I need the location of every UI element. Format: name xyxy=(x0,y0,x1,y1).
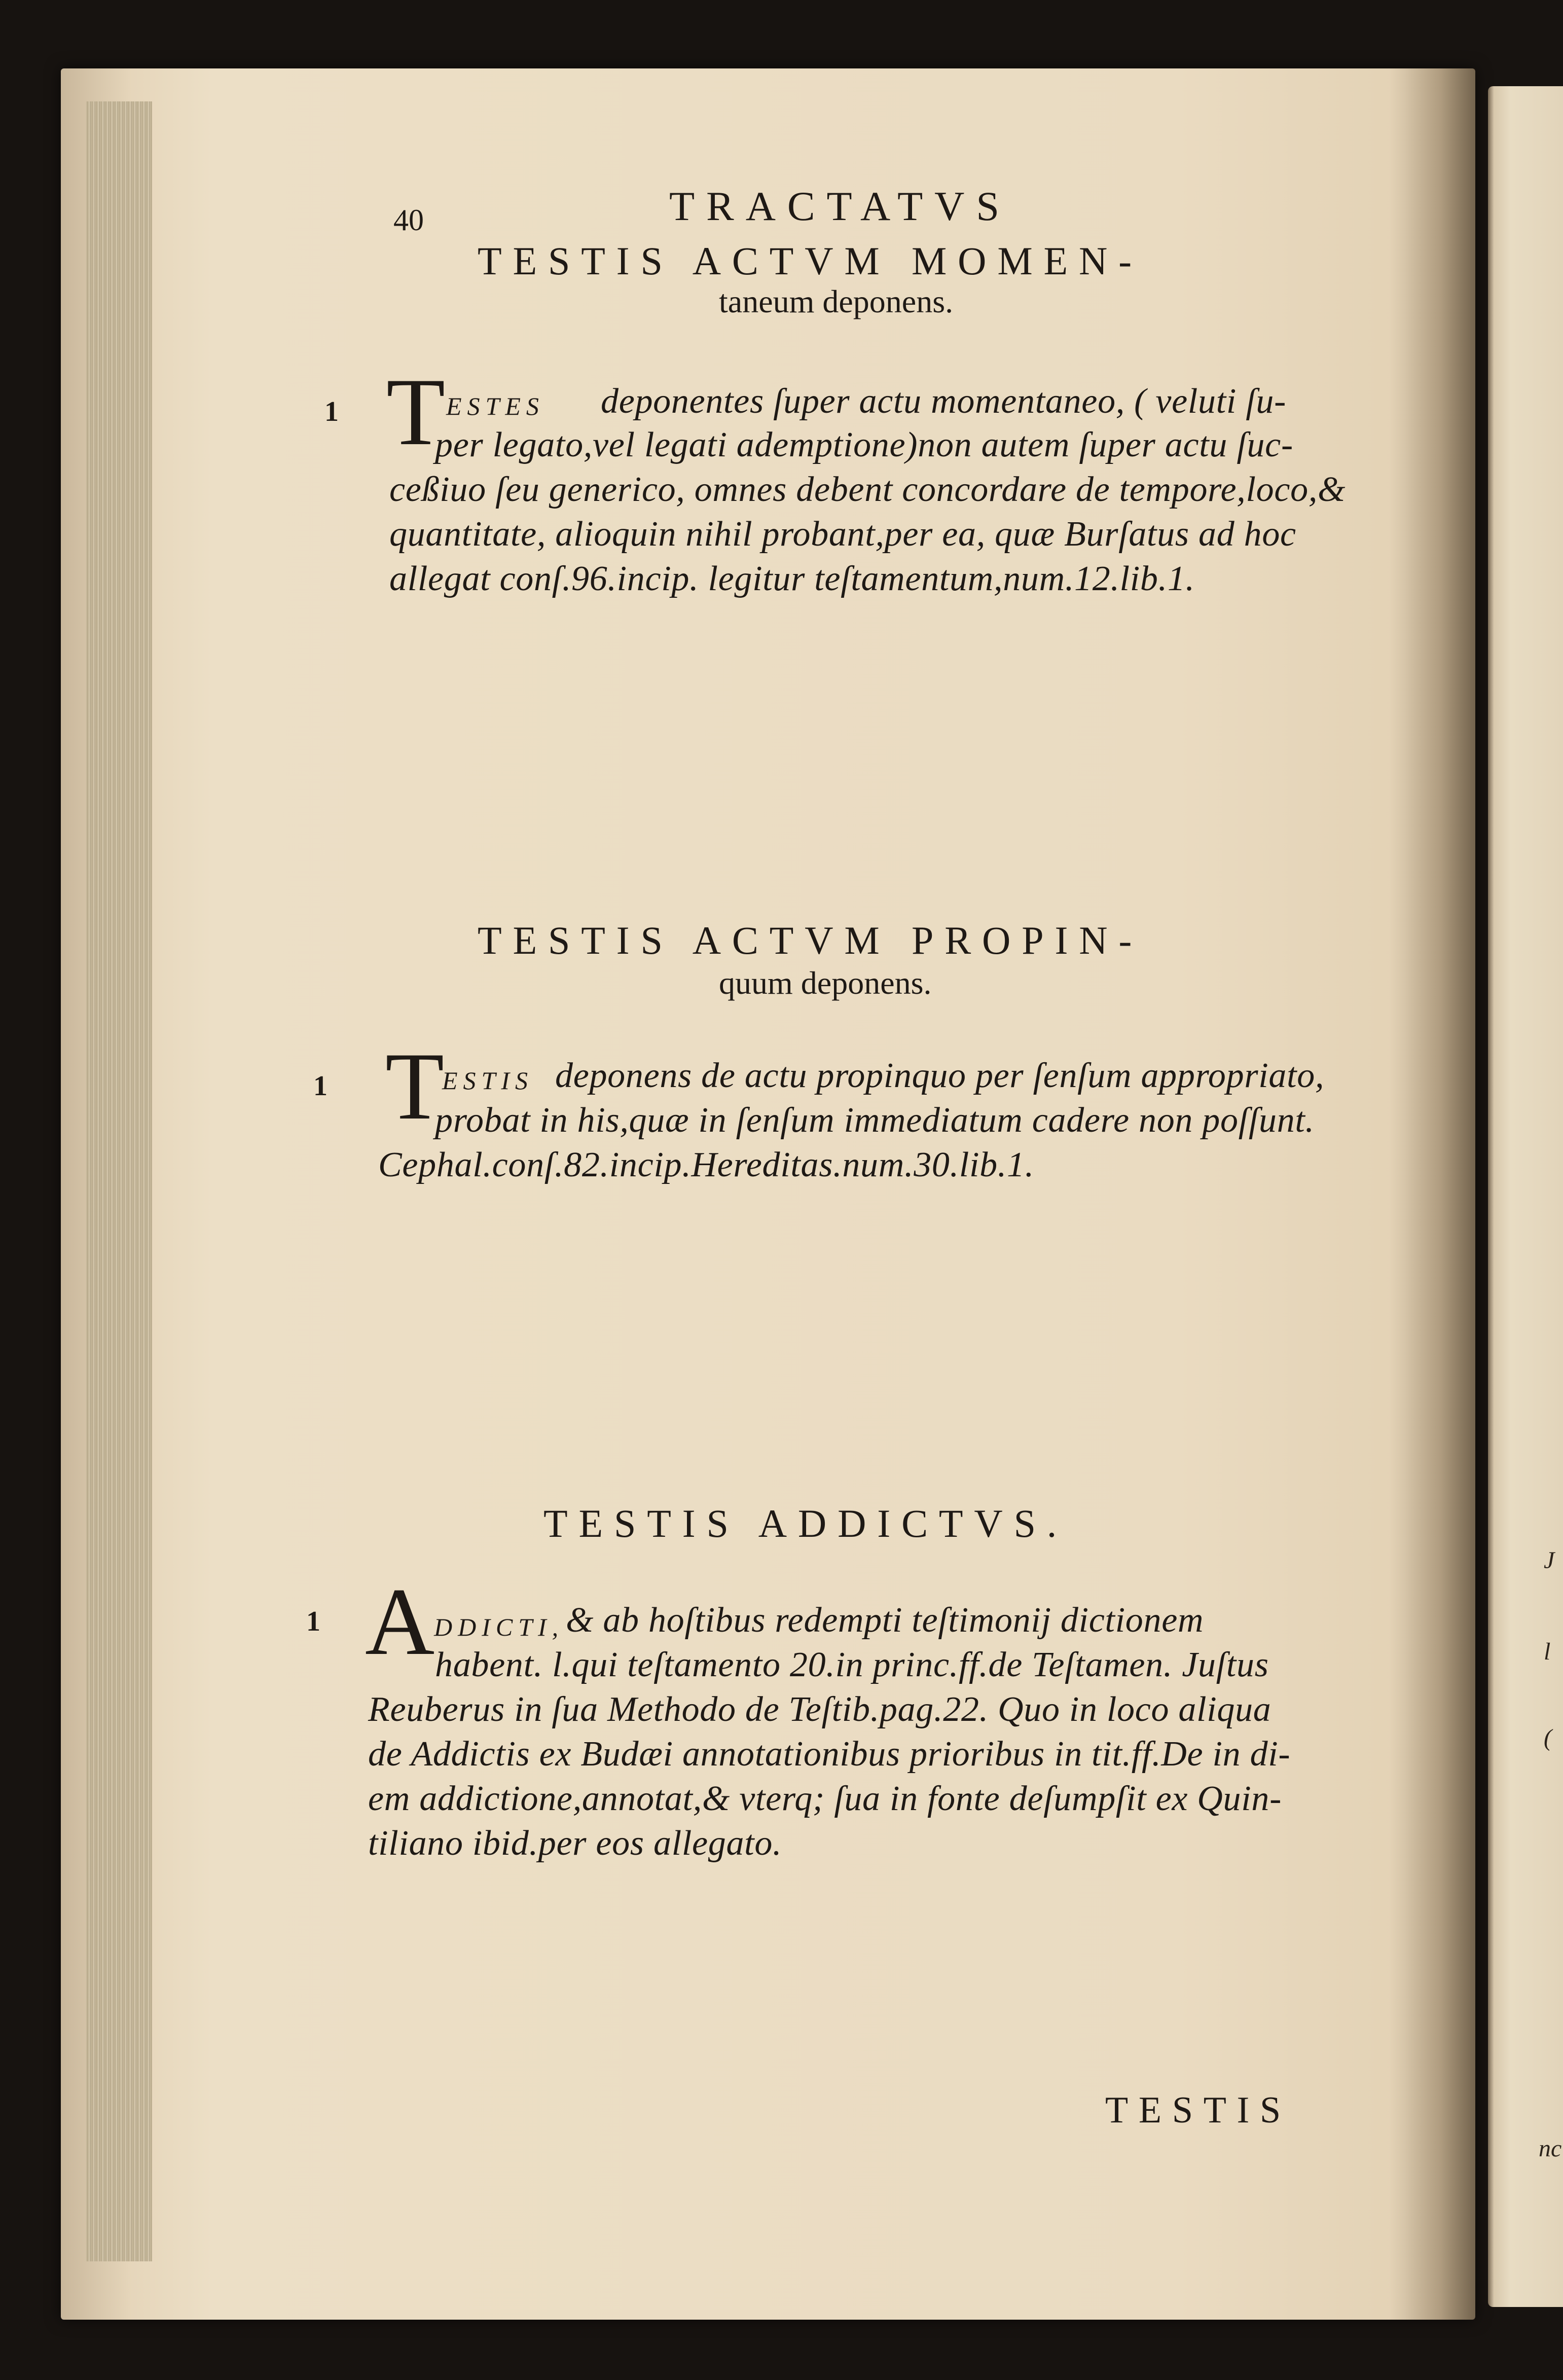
marginal-number: 1 xyxy=(313,1070,328,1102)
text-line: probat in his,quæ in ſenſum immediatum cadere non poſſunt. xyxy=(435,1101,1315,1140)
lead-word: ESTES xyxy=(446,392,544,420)
facing-page-edge xyxy=(1488,86,1563,2307)
facing-fragment: nc xyxy=(1539,2135,1562,2162)
running-title: TRACTATVS xyxy=(669,183,1011,229)
section-heading: TESTIS ACTVM PROPIN- xyxy=(478,918,1143,962)
section-heading: TESTIS ACTVM MOMEN- xyxy=(478,239,1143,283)
text-line: per legato,vel legati ademptione)non autem ſuper actu ſuc- xyxy=(435,425,1293,464)
section-heading: TESTIS ADDICTVS. xyxy=(543,1501,1068,1545)
facing-fragment: J xyxy=(1544,1547,1555,1574)
facing-fragment: ( xyxy=(1544,1724,1552,1751)
text-line: de Addictis ex Budæi annotationibus prioribus in tit.ff.De in di- xyxy=(368,1735,1291,1774)
text-line: quantitate, alioquin nihil probant,per ea, quæ Burſatus ad hoc xyxy=(389,515,1296,554)
marginal-number: 1 xyxy=(324,396,339,427)
text-line: deponens de actu propinquo per ſenſum appropriato, xyxy=(555,1056,1325,1095)
text-line: em addictione,annotat,& vterq; ſua in fonte deſumpſit ex Quin- xyxy=(368,1779,1282,1818)
catchword: TESTIS xyxy=(1105,2089,1291,2131)
text-line: Cephal.conſ.82.incip.Hereditas.num.30.lib.1. xyxy=(378,1145,1034,1184)
text-line: & ab hoſtibus redempti teſtimonij dictionem xyxy=(566,1601,1204,1640)
drop-capital: A xyxy=(365,1569,435,1675)
section-subheading: taneum deponens. xyxy=(719,283,954,319)
marginal-number: 1 xyxy=(306,1606,320,1637)
text-line: allegat conſ.96.incip. legitur teſtamentum,num.12.lib.1. xyxy=(389,559,1195,598)
page-number: 40 xyxy=(393,203,424,237)
section-subheading: quum deponens. xyxy=(719,965,932,1001)
text-line: tiliano ibid.per eos allegato. xyxy=(368,1824,782,1863)
text-line: deponentes ſuper actu momentaneo, ( veluti ſu- xyxy=(601,382,1287,421)
page-edges xyxy=(86,101,152,2261)
facing-fragment: l xyxy=(1544,1638,1551,1665)
text-line: Reuberus in ſua Methodo de Teſtib.pag.22. Quo in loco aliqua xyxy=(368,1690,1271,1729)
drop-capital: T xyxy=(386,359,446,465)
gutter-shadow xyxy=(1389,68,1475,2320)
lead-word: ESTIS xyxy=(442,1066,533,1095)
text-line: habent. l.qui teſtamento 20.in princ.ff.de Teſtamen. Juſtus xyxy=(435,1645,1269,1684)
lead-word: DDICTI, xyxy=(434,1613,564,1641)
text-line: ceßiuo ſeu generico, omnes debent concordare de tempore,loco,& xyxy=(389,470,1346,509)
drop-capital: T xyxy=(385,1033,445,1140)
